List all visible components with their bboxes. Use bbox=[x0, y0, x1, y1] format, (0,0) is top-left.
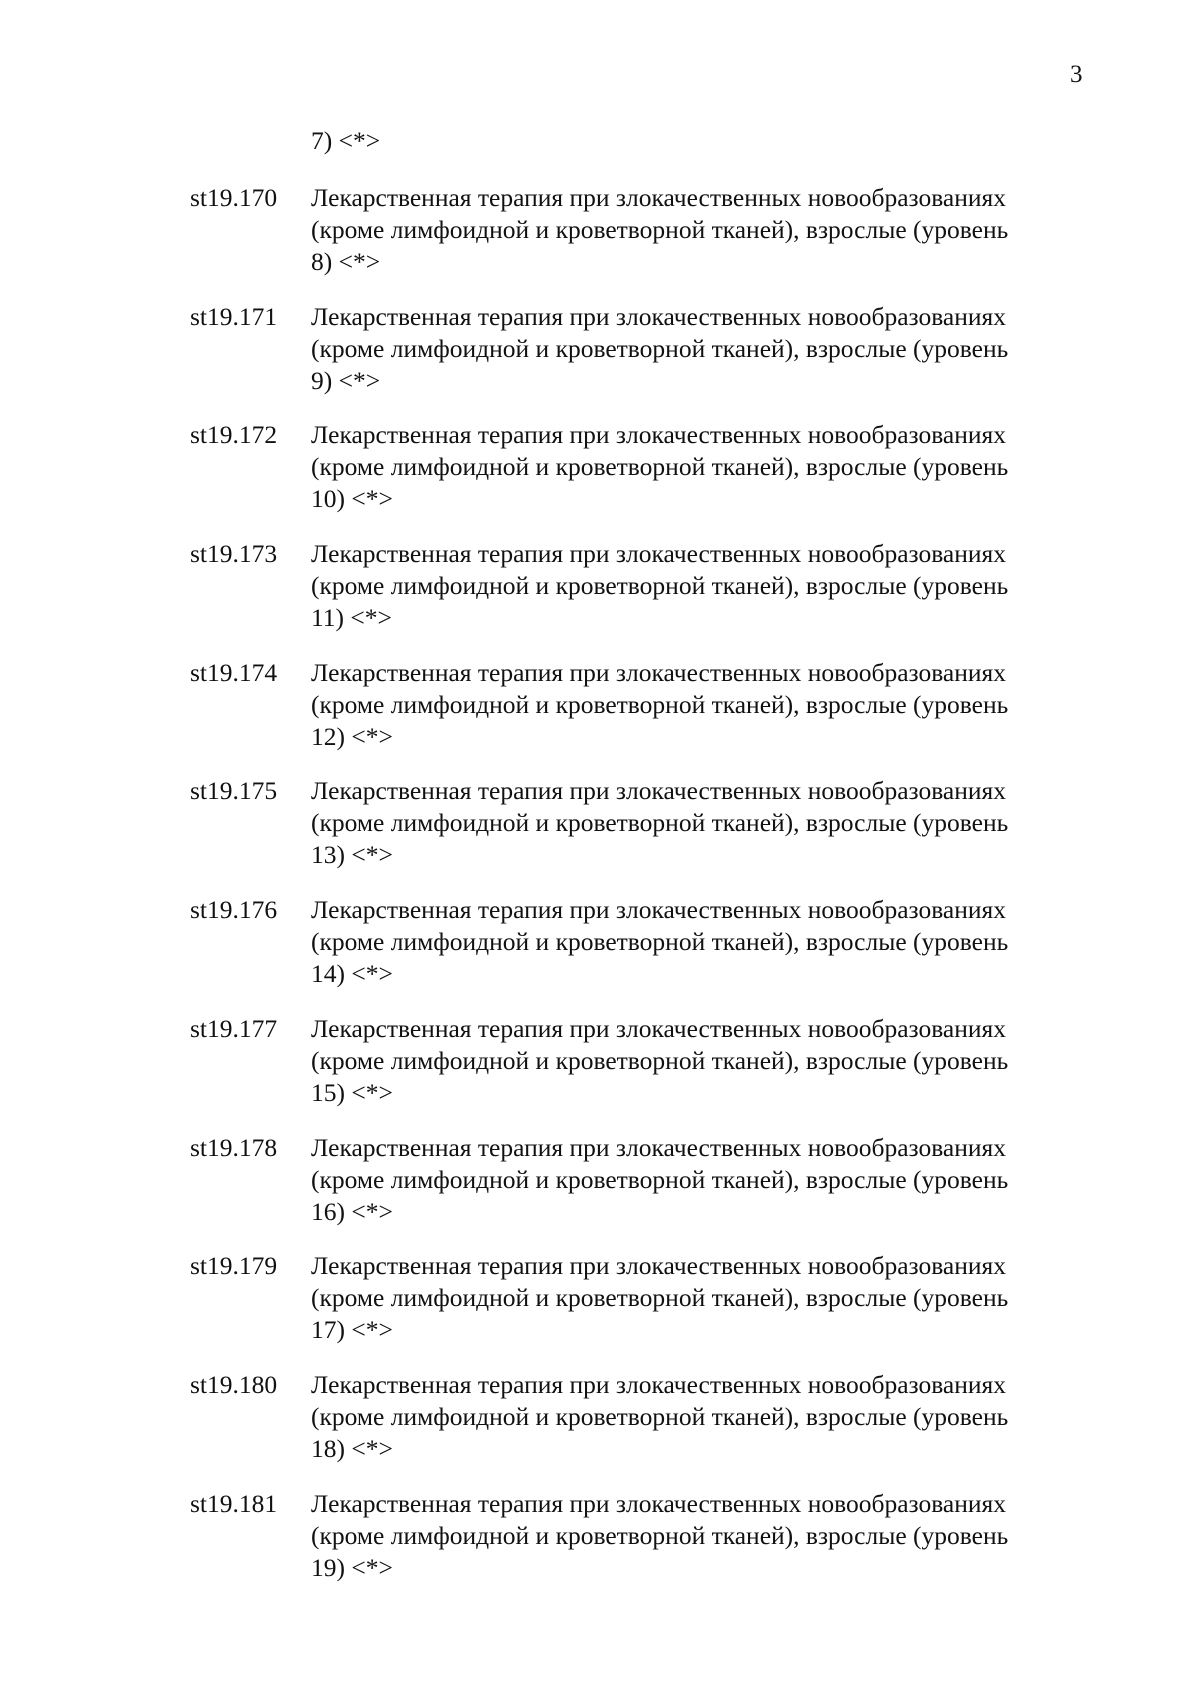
list-item bbox=[190, 1488, 1090, 1607]
entry-line: Лекарственная терапия при злокачественных новообразованиях bbox=[311, 1132, 1007, 1162]
entry-code: st19.175 bbox=[190, 776, 278, 806]
continuation-text: 7) <*> bbox=[311, 126, 381, 155]
entry-description bbox=[311, 894, 1091, 990]
entry-list bbox=[190, 182, 1090, 1606]
list-item bbox=[190, 182, 1090, 301]
entry-code: st19.174 bbox=[190, 657, 278, 687]
entry-line: Лекарственная терапия при злокачественных новообразованиях bbox=[311, 1488, 1007, 1518]
entry-line: 14) <*> bbox=[311, 959, 393, 989]
entry-description bbox=[311, 1250, 1091, 1346]
entry-description bbox=[311, 301, 1091, 397]
entry-line: Лекарственная терапия при злокачественных новообразованиях bbox=[311, 1013, 1007, 1043]
entry-description bbox=[311, 1369, 1091, 1465]
entry-line: 9) <*> bbox=[311, 365, 381, 395]
entry-line: Лекарственная терапия при злокачественных новообразованиях bbox=[311, 420, 1007, 450]
entry-description bbox=[311, 1488, 1091, 1584]
entry-line: (кроме лимфоидной и кроветворной тканей), взрослые (уровень bbox=[311, 1164, 1009, 1194]
entry-line: Лекарственная терапия при злокачественных новообразованиях bbox=[311, 1369, 1007, 1399]
list-item bbox=[190, 419, 1090, 538]
entry-description bbox=[311, 1132, 1091, 1228]
entry-line: 19) <*> bbox=[311, 1552, 393, 1582]
entry-line: Лекарственная терапия при злокачественных новообразованиях bbox=[311, 539, 1007, 569]
entry-line: Лекарственная терапия при злокачественных новообразованиях bbox=[311, 657, 1007, 687]
entry-line: Лекарственная терапия при злокачественных новообразованиях bbox=[311, 183, 1007, 212]
entry-code: st19.181 bbox=[190, 1488, 278, 1518]
entry-code: st19.180 bbox=[190, 1369, 278, 1399]
entry-description bbox=[311, 1013, 1091, 1109]
list-item bbox=[190, 1250, 1090, 1369]
entry-code: st19.177 bbox=[190, 1013, 278, 1043]
entry-description bbox=[311, 657, 1091, 753]
entry-line: 12) <*> bbox=[311, 721, 393, 751]
entry-line: (кроме лимфоидной и кроветворной тканей), взрослые (уровень bbox=[311, 1283, 1009, 1313]
list-item bbox=[190, 538, 1090, 657]
list-item bbox=[190, 1013, 1090, 1132]
entry-line: Лекарственная терапия при злокачественных новообразованиях bbox=[311, 776, 1007, 806]
entry-line: (кроме лимфоидной и кроветворной тканей), взрослые (уровень bbox=[311, 689, 1009, 719]
entry-line: 15) <*> bbox=[311, 1077, 393, 1107]
entry-line: (кроме лимфоидной и кроветворной тканей), взрослые (уровень bbox=[311, 1401, 1009, 1431]
page-number: 3 bbox=[1070, 61, 1083, 88]
entry-code: st19.173 bbox=[190, 539, 278, 569]
entry-code: st19.176 bbox=[190, 895, 278, 925]
entry-code: st19.171 bbox=[190, 301, 278, 331]
entry-line: 18) <*> bbox=[311, 1433, 393, 1463]
entry-line: (кроме лимфоидной и кроветворной тканей), взрослые (уровень bbox=[311, 215, 1009, 244]
entry-line: 11) <*> bbox=[311, 603, 392, 633]
entry-line: (кроме лимфоидной и кроветворной тканей), взрослые (уровень bbox=[311, 1045, 1009, 1075]
entry-code: st19.170 bbox=[190, 183, 278, 212]
list-item bbox=[190, 301, 1090, 420]
entry-code: st19.179 bbox=[190, 1251, 278, 1281]
list-item bbox=[190, 1369, 1090, 1488]
entry-description bbox=[311, 538, 1091, 634]
entry-line: (кроме лимфоидной и кроветворной тканей), взрослые (уровень bbox=[311, 571, 1009, 601]
entry-line: 8) <*> bbox=[311, 247, 381, 276]
entry-line: 17) <*> bbox=[311, 1315, 393, 1345]
entry-line: 10) <*> bbox=[311, 484, 393, 514]
entry-description bbox=[311, 775, 1091, 871]
entry-line: Лекарственная терапия при злокачественных новообразованиях bbox=[311, 301, 1007, 331]
list-item bbox=[190, 1132, 1090, 1251]
entry-code: st19.172 bbox=[190, 420, 278, 450]
entry-description bbox=[311, 182, 1091, 278]
entry-description bbox=[311, 419, 1091, 515]
entry-line: (кроме лимфоидной и кроветворной тканей), взрослые (уровень bbox=[311, 452, 1009, 482]
entry-line: (кроме лимфоидной и кроветворной тканей), взрослые (уровень bbox=[311, 808, 1009, 838]
list-item bbox=[190, 657, 1090, 776]
entry-line: (кроме лимфоидной и кроветворной тканей), взрослые (уровень bbox=[311, 927, 1009, 957]
entry-line: (кроме лимфоидной и кроветворной тканей), взрослые (уровень bbox=[311, 333, 1009, 363]
entry-line: Лекарственная терапия при злокачественных новообразованиях bbox=[311, 895, 1007, 925]
entry-line: (кроме лимфоидной и кроветворной тканей), взрослые (уровень bbox=[311, 1520, 1009, 1550]
entry-code: st19.178 bbox=[190, 1132, 278, 1162]
entry-line: 13) <*> bbox=[311, 840, 393, 870]
list-item bbox=[190, 775, 1090, 894]
entry-line: 16) <*> bbox=[311, 1196, 393, 1226]
list-item bbox=[190, 894, 1090, 1013]
entry-line: Лекарственная терапия при злокачественных новообразованиях bbox=[311, 1251, 1007, 1281]
